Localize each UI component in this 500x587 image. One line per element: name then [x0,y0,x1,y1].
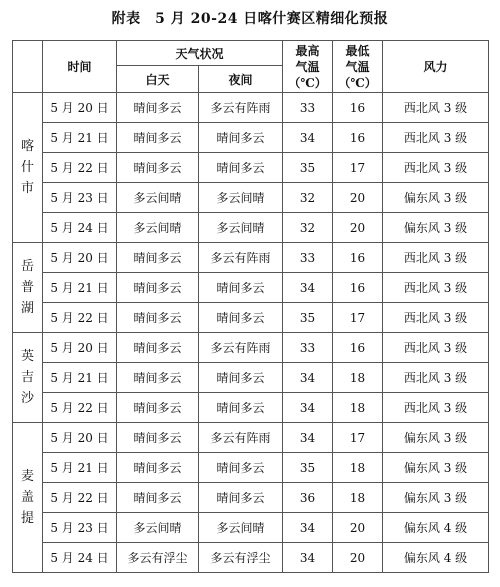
tmin-cell: 16 [333,243,383,273]
wind-cell: 偏东风 3 级 [383,453,489,483]
night-weather-cell: 晴间多云 [199,303,283,333]
date-cell: 5 月 23 日 [43,183,117,213]
wind-cell: 西北风 3 级 [383,93,489,123]
tmax-cell: 33 [283,93,333,123]
wind-cell: 偏东风 4 级 [383,543,489,573]
wind-cell: 西北风 3 级 [383,273,489,303]
date-cell: 5 月 20 日 [43,333,117,363]
tmin-cell: 20 [333,543,383,573]
night-weather-cell: 多云有阵雨 [199,333,283,363]
night-weather-cell: 晴间多云 [199,273,283,303]
table-header [13,41,489,93]
wind-cell: 西北风 3 级 [383,363,489,393]
date-cell: 5 月 22 日 [43,303,117,333]
date-cell: 5 月 20 日 [43,423,117,453]
region-name: 麦 盖 提 [13,423,43,573]
day-weather-cell: 多云间晴 [117,513,199,543]
day-weather-cell: 晴间多云 [117,483,199,513]
header-tmax: 最高 气温 （℃） [283,41,333,93]
night-weather-cell: 晴间多云 [199,483,283,513]
header-tmin: 最低 气温 （℃） [333,41,383,93]
wind-cell: 偏东风 4 级 [383,513,489,543]
night-weather-cell: 晴间多云 [199,123,283,153]
table-row [13,153,489,183]
table-row [13,93,489,123]
header-day: 白天 [117,66,199,93]
tmin-cell: 17 [333,423,383,453]
day-weather-cell: 多云有浮尘 [117,543,199,573]
tmax-cell: 35 [283,303,333,333]
wind-cell: 偏东风 3 级 [383,183,489,213]
table-row [13,303,489,333]
table-row [13,453,489,483]
tmax-cell: 35 [283,453,333,483]
region-name: 英 吉 沙 [13,333,43,423]
tmin-cell: 16 [333,93,383,123]
date-cell: 5 月 21 日 [43,453,117,483]
tmax-cell: 34 [283,513,333,543]
tmax-cell: 34 [283,543,333,573]
day-weather-cell: 晴间多云 [117,243,199,273]
table-body [13,93,489,573]
wind-cell: 西北风 3 级 [383,303,489,333]
date-cell: 5 月 21 日 [43,363,117,393]
night-weather-cell: 多云间晴 [199,513,283,543]
region-name: 岳 普 湖 [13,243,43,333]
tmin-cell: 18 [333,363,383,393]
tmin-cell: 18 [333,453,383,483]
day-weather-cell: 晴间多云 [117,93,199,123]
table-row [13,333,489,363]
night-weather-cell: 多云有阵雨 [199,243,283,273]
header-weather: 天气状况 [117,41,283,66]
wind-cell: 西北风 3 级 [383,123,489,153]
tmax-cell: 32 [283,213,333,243]
date-cell: 5 月 23 日 [43,513,117,543]
table-row [13,543,489,573]
date-cell: 5 月 20 日 [43,243,117,273]
table-row [13,123,489,153]
tmax-cell: 32 [283,183,333,213]
forecast-table [12,40,489,573]
tmax-cell: 34 [283,123,333,153]
wind-cell: 西北风 3 级 [383,243,489,273]
table-row [13,423,489,453]
tmax-cell: 33 [283,243,333,273]
table-row [13,273,489,303]
date-cell: 5 月 20 日 [43,93,117,123]
wind-cell: 西北风 3 级 [383,333,489,363]
date-cell: 5 月 21 日 [43,123,117,153]
tmin-cell: 20 [333,513,383,543]
document-title: 附表 5 月 20-24 日喀什赛区精细化预报 [111,11,389,27]
tmin-cell: 18 [333,483,383,513]
night-weather-cell: 晴间多云 [199,453,283,483]
date-cell: 5 月 24 日 [43,213,117,243]
day-weather-cell: 晴间多云 [117,273,199,303]
tmax-cell: 34 [283,273,333,303]
tmax-cell: 34 [283,393,333,423]
night-weather-cell: 多云有阵雨 [199,423,283,453]
day-weather-cell: 晴间多云 [117,393,199,423]
tmax-cell: 36 [283,483,333,513]
date-cell: 5 月 21 日 [43,273,117,303]
tmin-cell: 16 [333,273,383,303]
region-name: 喀 什 市 [13,93,43,243]
night-weather-cell: 晴间多云 [199,393,283,423]
tmin-cell: 17 [333,153,383,183]
wind-cell: 偏东风 3 级 [383,213,489,243]
tmin-cell: 20 [333,183,383,213]
night-weather-cell: 多云间晴 [199,213,283,243]
tmin-cell: 20 [333,213,383,243]
day-weather-cell: 晴间多云 [117,363,199,393]
day-weather-cell: 晴间多云 [117,153,199,183]
table-row [13,183,489,213]
date-cell: 5 月 24 日 [43,543,117,573]
day-weather-cell: 多云间晴 [117,213,199,243]
table-row [13,513,489,543]
header-region [13,41,43,93]
wind-cell: 西北风 3 级 [383,393,489,423]
header-time: 时间 [43,41,117,93]
tmin-cell: 18 [333,393,383,423]
tmin-cell: 16 [333,123,383,153]
tmax-cell: 35 [283,153,333,183]
tmin-cell: 17 [333,303,383,333]
night-weather-cell: 晴间多云 [199,153,283,183]
day-weather-cell: 晴间多云 [117,123,199,153]
table-row [13,483,489,513]
wind-cell: 西北风 3 级 [383,153,489,183]
night-weather-cell: 多云有浮尘 [199,543,283,573]
table-row [13,363,489,393]
wind-cell: 偏东风 3 级 [383,423,489,453]
tmax-cell: 34 [283,363,333,393]
header-night: 夜间 [199,66,283,93]
tmin-cell: 16 [333,333,383,363]
tmax-cell: 34 [283,423,333,453]
date-cell: 5 月 22 日 [43,153,117,183]
date-cell: 5 月 22 日 [43,393,117,423]
table-row [13,213,489,243]
day-weather-cell: 晴间多云 [117,303,199,333]
wind-cell: 偏东风 3 级 [383,483,489,513]
table-row [13,243,489,273]
day-weather-cell: 多云间晴 [117,183,199,213]
day-weather-cell: 晴间多云 [117,333,199,363]
table-row [13,393,489,423]
date-cell: 5 月 22 日 [43,483,117,513]
day-weather-cell: 晴间多云 [117,423,199,453]
tmax-cell: 33 [283,333,333,363]
header-wind: 风力 [383,41,489,93]
night-weather-cell: 晴间多云 [199,363,283,393]
night-weather-cell: 多云间晴 [199,183,283,213]
day-weather-cell: 晴间多云 [117,453,199,483]
night-weather-cell: 多云有阵雨 [199,93,283,123]
